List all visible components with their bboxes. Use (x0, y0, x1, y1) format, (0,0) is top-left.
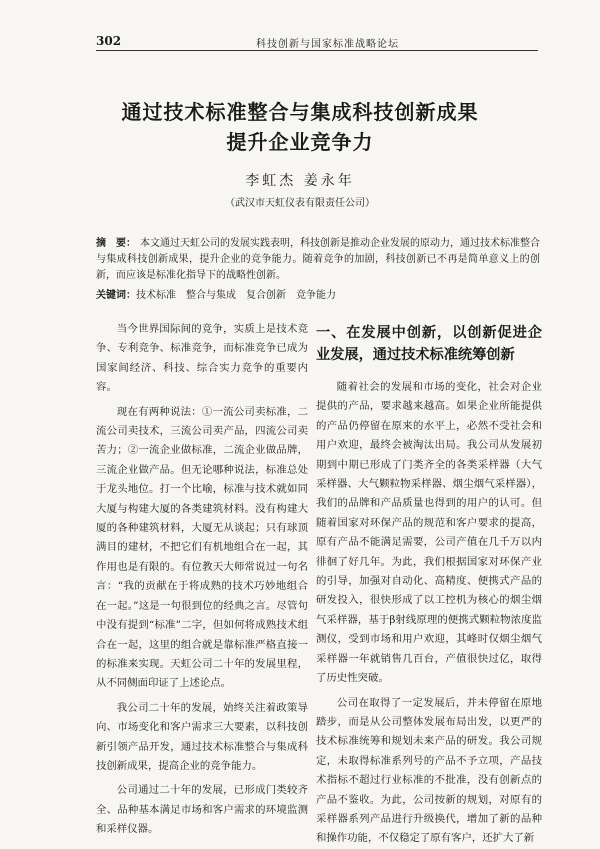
abstract (96, 236, 540, 284)
title-line-2: 提升企业竞争力 (226, 130, 374, 154)
paragraph: 现在有两种说法：①一流公司卖标准，二流公司卖技术，三流公司卖产品，四流公司卖苦力；②一流企业做标准，二流企业做品牌，三流企业做产品。但无论哪种说法，标准总处于龙头地位。打一个比喻，标准与技术就如同大厦与构建大厦的各类建筑材料。没有构建大厦的各种建筑材料，大厦无从谈起；只有球顶满目的建材，不把它们有机地组合在一起，其作用也是有限的。有位教天大师常说过一句名言：“我的贡献在于将成熟的技术巧妙地组合在一起。”这是一句很到位的经典之言。尽管句中没有提到“标准”二字，但如何将成熟技术组合在一起，这里的组合就是靠标准严格直接一的标准来实现。天虹公司二十年的发展里程，从不同侧面印证了上述论点。 (96, 405, 308, 690)
page-header (96, 34, 538, 51)
abstract-text: 本文通过天虹公司的发展实践表明，科技创新是推动企业发展的原动力，通过技术标准整合与集成科技创新成果，提升企业的竞争能力。随着竞争的加剧，科技创新已不再是简单意义上的创新，而应该是标准化指导下的战略性创新。 (96, 238, 540, 281)
page-number: 302 (96, 34, 122, 48)
right-column (316, 322, 542, 849)
title-line-1: 通过技术标准整合与集成科技创新成果 (121, 100, 479, 124)
paragraph: 随着社会的发展和市场的变化，社会对企业提供的产品，要求越来越高。如果企业所能提供的产品仍停留在原来的水平上，必然不受社会和用户欢迎，最终会被淘汰出局。我公司从发展初期到中期已形成了门类齐全的各类采样器（大气采样器、大气颗粒物采样器、烟尘烟气采样器），我们的品牌和产品质量也得到的用户的认可。但随着国家对环保产品的规范和客户要求的提高，原有产品不能满足需要，公司产值在几千万以内徘徊了好几年。为此，我们根据国家对环保产业的引导，加强对自动化、高精度、便携式产品的研发投入，很快形成了以工控机为核心的烟尘烟气采样器，基于β射线原理的便携式颗粒物浓度监测仪，受到市场和用户欢迎，其峰时仅烟尘烟气采样器一年就销售几百台，产值很快过亿，取得了历史性突破。 (316, 381, 542, 685)
affiliation: （武汉市天虹仪表有限责任公司） (225, 198, 375, 209)
section-heading: 一、在发展中创新，以创新促进企业发展，通过技术标准统筹创新 (316, 325, 542, 363)
paragraph: 我公司二十年的发展，始终关注着政策导向、市场变化和客户需求三大要素，以科技创新引领产品开发，通过技术标准整合与集成科技创新成果，提高企业的竞争能力。 (96, 701, 308, 772)
keywords (96, 288, 540, 304)
article-title (0, 97, 600, 157)
abstract-label: 摘 要： (96, 238, 136, 249)
authors: 李虹杰 姜永年 (245, 173, 355, 189)
paragraph: 当今世界国际间的竞争，实质上是技术竞争、专利竞争、标准竞争，而标准竞争已成为国家间经济、科技、综合实力竞争的重要内容。 (96, 323, 308, 394)
left-column (96, 320, 308, 840)
keywords-label: 关键词： (96, 290, 136, 301)
keywords-text: 技术标准 整合与集成 复合创新 竞争能力 (136, 290, 336, 301)
paragraph: 公司在取得了一定发展后，并未停留在原地踏步，而是从公司整体发展布局出发，以更严的技术标准统筹和规划未来产品的研发。我公司规定，未取得标准系列号的产品不予立项，产品技术指标不超过行业标准的不批准，没有创新点的产品不鉴收。为此，公司按新的规划，对原有的采样器系列产品进行升级换代，增加了新的品种和操作功能，不仅稳定了原有客户，还扩大了新 (316, 696, 542, 845)
running-title: 科技创新与国家标准战略论坛 (256, 39, 399, 50)
paragraph: 公司通过二十年的发展，已形成门类较齐全、品种基本满足市场和客户需求的环境监测和采样仪器。 (96, 784, 308, 836)
